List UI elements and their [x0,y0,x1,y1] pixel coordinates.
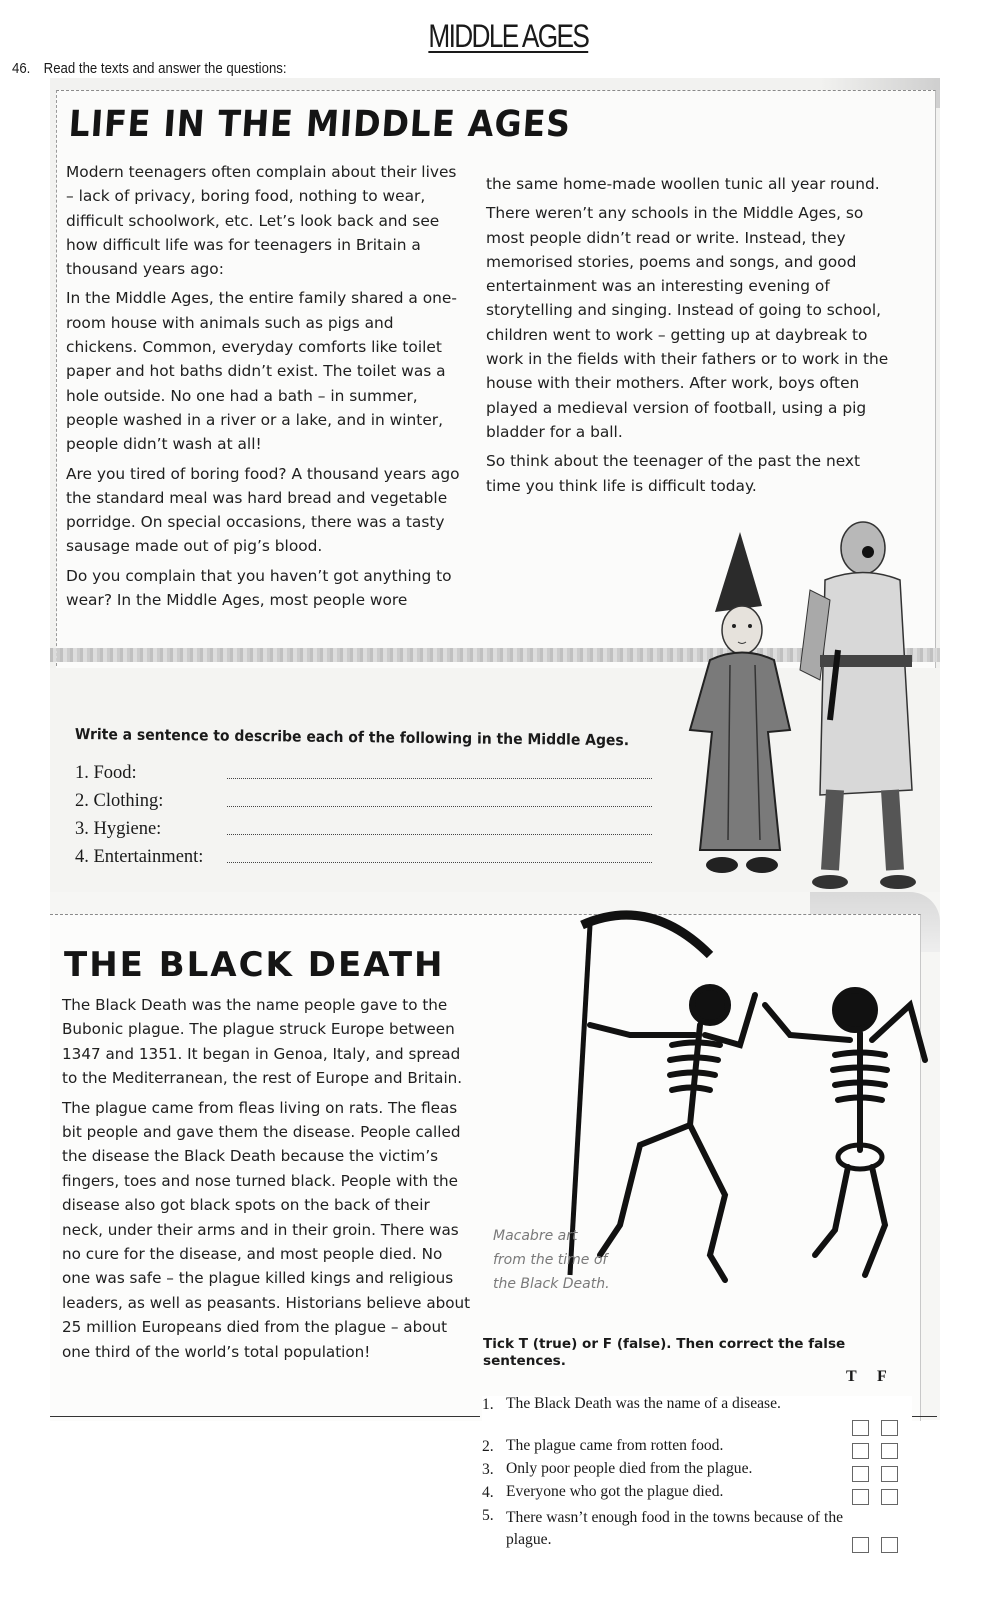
item-number: 3. [482,1461,494,1478]
true-column-label: T [846,1368,857,1385]
tick-task-title: Tick T (true) or F (false). Then correct the false sentences. [483,1336,846,1369]
illustration-caption: Macabre art from the time of the Black Death. [493,1228,610,1292]
food-answer-line[interactable] [227,760,652,779]
item-number: 4. [482,1484,494,1501]
paragraph: Are you tired of boring food? A thousand years ago the standard meal was hard bread and vegetable porridge. On special occasions, there was a tasty sausage made out of pig’s blood. [66,464,460,556]
page-title: MIDDLE AGES [428,18,589,54]
question-number: 46. [12,60,31,77]
tick-item [482,1461,912,1484]
paragraph: The Black Death was the name people gave to the Bubonic plague. The plague struck Europe between 1347 and 1351. It began in Genoa, Italy, and spread to the Mediterranean, the rest of Europe and Britain. [62,996,463,1088]
paragraph: In the Middle Ages, the entire family shared a one-room house with animals such as pigs and chickens. Common, everyday comforts like toilet paper and hot baths didn’t exist. The toilet was a hole outside. No one had a bath – in summer, people washed in a river or a lake, and in winter, people didn’t wash at all! [66,289,457,454]
write-task-item [75,812,652,840]
question-text: Read the texts and answer the questions: [43,60,287,77]
man-with-dagger-figure-icon [800,522,916,889]
question-instruction [12,60,287,77]
clothing-answer-line[interactable] [227,788,652,807]
black-death-text [62,993,472,1369]
false-column-label: F [877,1368,887,1385]
write-task-list [75,756,652,868]
false-checkbox[interactable] [881,1420,898,1436]
paragraph: Do you complain that you haven’t got anything to wear? In the Middle Ages, most people wore [66,566,452,610]
false-checkbox[interactable] [881,1537,898,1553]
item-number: 1. [482,1396,494,1413]
tick-item [482,1396,912,1438]
divider-line [50,1416,480,1417]
life-right-column [486,172,891,503]
tick-item [482,1438,912,1461]
false-checkbox[interactable] [881,1489,898,1505]
true-checkbox[interactable] [852,1443,869,1459]
write-task-title: Write a sentence to describe each of the following in the Middle Ages. [74,725,630,750]
write-task-item [75,756,652,784]
item-text: The Black Death was the name of a disease. [506,1395,781,1412]
item-text: There wasn’t enough food in the towns because of the plague. [506,1509,844,1548]
life-section-heading: LIFE IN THE MIDDLE AGES [67,104,573,145]
paragraph: So think about the teenager of the past the next time you think life is difficult today. [486,452,861,495]
paragraph: the same home-made woollen tunic all year round. [486,175,880,193]
item-text: The plague came from rotten food. [506,1437,724,1454]
item-text: Only poor people died from the plague. [506,1460,753,1477]
paragraph: The plague came from fleas living on rats. The fleas bit people and gave them the disease. People called the disease the Black Death because the victim’s fingers, toes and nose turned black. People with the disease also got black spots on the back of their neck, under their arms and in their groin. There was no cure for the disease, and most people died. No one was safe – the plague killed kings and religious leaders, as well as peasants. Historians believe about 25 million Europeans died from the plague – about one third of the world’s total population! [62,1098,471,1361]
item-text: Everyone who got the plague died. [506,1483,724,1500]
true-checkbox[interactable] [852,1537,869,1553]
item-label: 3. Hygiene: [75,819,162,839]
write-task-item [75,784,652,812]
life-left-column [66,160,461,617]
item-label: 1. Food: [75,763,137,783]
false-checkbox[interactable] [881,1443,898,1459]
true-checkbox[interactable] [852,1489,869,1505]
skeleton-right-icon [765,990,925,1275]
item-number: 5. [482,1507,494,1524]
divider-line [912,1416,937,1417]
paragraph: There weren’t any schools in the Middle Ages, so most people didn’t read or write. Instead, they memorised stories, poems and songs, and good entertainment was an interesting evening of storytelling and singing. Instead of going to school, children went to work – getting up at daybreak to work in the fields with their fathers or to work in the house with their mothers. After work, boys often played a medieval version of football, using a pig bladder for a ball. [486,204,889,441]
scythe-icon [570,915,710,1275]
tick-item [482,1484,912,1507]
true-checkbox[interactable] [852,1420,869,1436]
true-false-header [846,1368,908,1386]
tick-task-list [482,1396,912,1555]
item-label: 4. Entertainment: [75,847,204,867]
false-checkbox[interactable] [881,1466,898,1482]
medieval-figures-illustration [650,520,920,900]
item-number: 2. [482,1438,494,1455]
true-checkbox[interactable] [852,1466,869,1482]
boy-figure-icon [690,532,790,873]
black-death-heading: THE BLACK DEATH [64,945,445,985]
skeletons-illustration [560,895,940,1295]
write-task-item [75,840,652,868]
item-label: 2. Clothing: [75,791,164,811]
tick-item [482,1507,912,1555]
paragraph: Modern teenagers often complain about their lives – lack of privacy, boring food, nothing to wear, difficult schoolwork, etc. Let’s look back and see how difficult life was for teenagers in Britain a thousand years ago: [66,163,457,279]
hygiene-answer-line[interactable] [227,816,652,835]
entertainment-answer-line[interactable] [227,844,652,863]
skeleton-left-icon [590,987,755,1280]
